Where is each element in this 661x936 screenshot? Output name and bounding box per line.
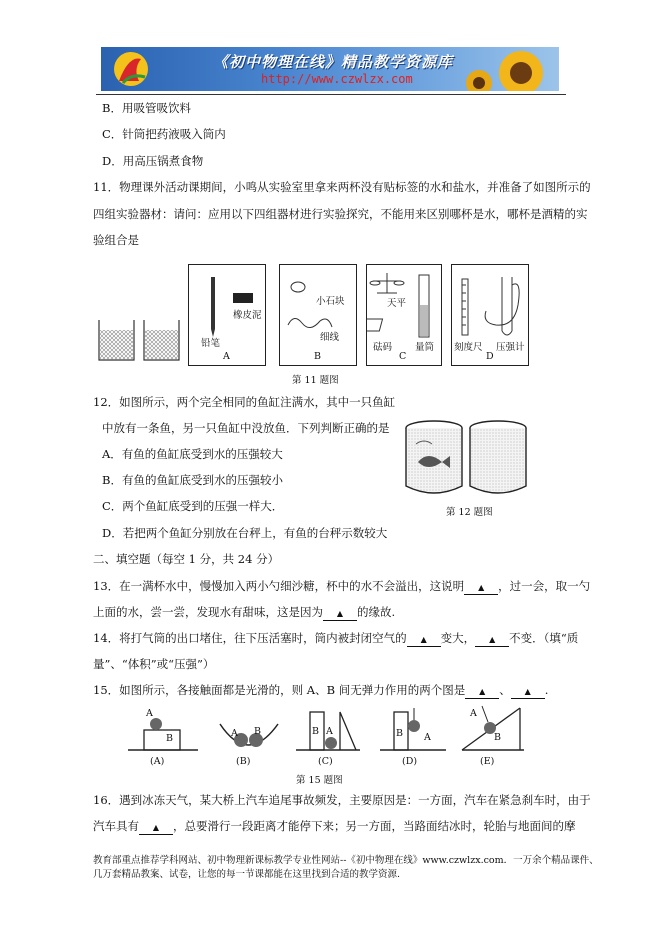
q14-text-a: 14．将打气筒的出口堵住，往下压活塞时，筒内被封闭空气的 (93, 631, 407, 645)
footer-line-1: 教育部重点推荐学科网站、初中物理新课标教学专业性网站--《初中物理在线》www.czwlzx.com．一万余个精品课件、 (93, 855, 599, 866)
banner-title: 《初中物理在线》精品教学资源库 (213, 53, 454, 71)
q12-figure-caption: 第 12 题图 (446, 507, 493, 518)
q13-blank-1[interactable]: ▲ (464, 582, 498, 595)
q11-panel-b (279, 264, 357, 366)
q11-panel-d (451, 264, 529, 366)
ball-a-label-c: A (326, 726, 333, 737)
q13-blank-2[interactable]: ▲ (323, 608, 357, 621)
panel-a-caption: (A) (150, 756, 165, 767)
panel-b-letter: B (314, 351, 321, 362)
q15-text-a: 15．如图所示，各接触面都是光滑的，则 A、B 间无弹力作用的两个图是 (93, 683, 466, 697)
q11-panel-c (366, 264, 442, 366)
ball-b-label-b: B (254, 726, 261, 737)
block-b-label-d: B (396, 728, 403, 739)
q15-text-b: 、 (499, 683, 511, 697)
q12-figure (402, 414, 530, 518)
q16-text-b: ，总要滑行一段距离才能停下来；另一方面，当路面结冰时，轮胎与地面间的摩 (173, 819, 576, 833)
header-banner (101, 47, 559, 91)
fish-tanks-icon (402, 414, 530, 502)
q10-option-c: C．针筒把药液吸入筒内 (102, 127, 226, 141)
label-clay: 橡皮泥 (233, 310, 262, 321)
q16-text-a: 汽车具有 (93, 819, 139, 833)
header-rule (96, 94, 566, 95)
label-pencil: 铅笔 (201, 338, 221, 349)
ball-b-label-e: B (494, 732, 501, 743)
ball-a-label: A (146, 708, 153, 719)
block-b-label: B (166, 733, 173, 744)
panel-b-caption: (B) (236, 756, 251, 767)
q14-line-2: 量”、“体积”或“压强”） (93, 657, 215, 671)
q16-blank-1[interactable]: ▲ (139, 822, 173, 835)
q14-blank-2[interactable]: ▲ (475, 634, 509, 647)
q12-option-c: C．两个鱼缸底受到的压强一样大． (102, 499, 284, 513)
q15-blank-2[interactable]: ▲ (511, 686, 545, 699)
q13-text-a: 13．在一满杯水中，慢慢加入两小勺细沙糖，杯中的水不会溢出，这说明 (93, 579, 465, 593)
q14-blank-1[interactable]: ▲ (407, 634, 441, 647)
ball-a-label-e: A (470, 708, 477, 719)
ball-a-label-d: A (424, 732, 431, 743)
footer-line-2: 几万套精品教案、试卷，让您的每一节课都能在这里找到合适的教学资源. (93, 869, 401, 880)
beakers-icon (96, 318, 184, 364)
banner-url[interactable]: http://www.czwlzx.com (261, 72, 413, 86)
panel-d-caption: (D) (402, 756, 418, 767)
section-2-heading: 二、填空题（每空 1 分，共 24 分） (93, 552, 280, 566)
block-b-label-c: B (312, 726, 319, 737)
label-stone: 小石块 (316, 296, 345, 307)
q15-blank-1[interactable]: ▲ (465, 686, 499, 699)
q13-text-b: ，过一会，取一勺 (498, 579, 591, 593)
q15-figure-caption: 第 15 题图 (296, 775, 343, 786)
sunflower-icon (466, 51, 543, 91)
q11-line-2: 四组实验器材：请问：应用以下四组器材进行实验探究，不能用来区别哪杯是水，哪杯是酒精的实 (93, 207, 588, 221)
q16-line-1: 16．遇到冰冻天气，某大桥上汽车追尾事故频发，主要原因是：一方面，汽车在紧急刹车时，由于 (93, 793, 591, 807)
q11-panel-a (188, 264, 266, 366)
label-pressure-gauge: 压强计 (496, 342, 525, 353)
panel-e-caption: (E) (480, 756, 495, 767)
label-ruler: 刻度尺 (454, 342, 483, 353)
panel-d-letter: D (486, 351, 494, 362)
diagram-d (380, 708, 446, 750)
diagram-a (128, 718, 198, 750)
q13-text-c: 上面的水，尝一尝，发现水有甜味，这是因为 (93, 605, 323, 619)
q15-line-1 (93, 682, 548, 699)
q13-line-2 (93, 604, 395, 621)
q13-line-1 (93, 578, 590, 595)
q10-option-d: D．用高压锅煮食物 (102, 154, 204, 168)
diagram-b (220, 724, 278, 747)
label-weights: 砝码 (373, 342, 393, 353)
ball-a-label-b: A (231, 728, 238, 739)
q12-line-2: 中放有一条鱼，另一只鱼缸中没放鱼．下列判断正确的是 (102, 421, 390, 435)
q10-option-b: B．用吸管吸饮料 (102, 101, 191, 115)
label-thread: 细线 (320, 332, 340, 343)
q14-text-c: 不变．（填“质 (509, 631, 579, 645)
q11-figure-caption: 第 11 题图 (292, 375, 339, 386)
panel-a-letter: A (223, 351, 230, 362)
q14-text-b: 变大， (440, 631, 476, 645)
label-cylinder: 量筒 (415, 342, 435, 353)
q12-option-b: B．有鱼的鱼缸底受到水的压强较小 (102, 473, 283, 487)
q14-line-1 (93, 630, 578, 647)
q15-figure (128, 704, 528, 786)
q11-line-3: 验组合是 (93, 233, 139, 247)
q12-option-a: A．有鱼的鱼缸底受到水的压强较大 (102, 447, 283, 461)
q15-text-c: . (544, 683, 549, 697)
q12-line-1: 12．如图所示，两个完全相同的鱼缸注满水，其中一只鱼缸 (93, 395, 396, 409)
panel-c-letter: C (399, 351, 407, 362)
q12-option-d: D．若把两个鱼缸分别放在台秤上，有鱼的台秤示数较大 (102, 526, 388, 540)
panel-c-caption: (C) (318, 756, 333, 767)
q16-line-2 (93, 818, 576, 835)
q11-line-1: 11．物理课外活动课期间，小鸣从实验室里拿来两杯没有贴标签的水和盐水，并准备了如图所示的 (93, 180, 591, 194)
q11-figure (96, 260, 536, 388)
stone-thread-icon (280, 265, 356, 365)
q13-text-d: 的缘故. (357, 605, 396, 619)
label-balance: 天平 (387, 298, 407, 309)
